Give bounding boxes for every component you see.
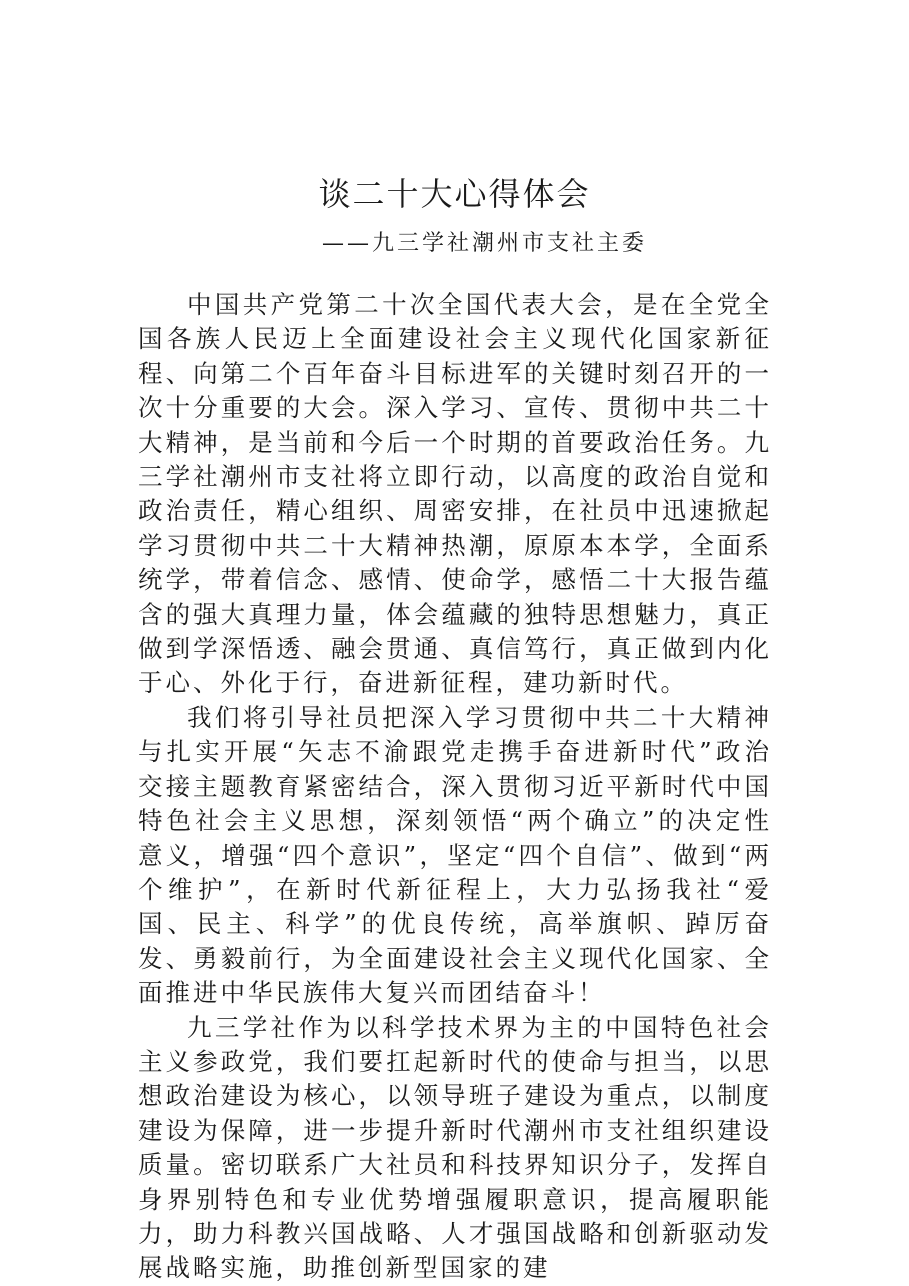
paragraph-2: 我们将引导社员把深入学习贯彻中共二十大精神与扎实开展“矢志不渝跟党走携手奋进新时代”政治交接主题教育紧密结合，深入贯彻习近平新时代中国特色社会主义思想，深刻领悟“两个确立”的决定性意义，增强“四个意识”，坚定“四个自信”、做到“两个维护”，在新时代新征程上，大力弘扬我社“爱国、民主、科学”的优良传统，高举旗帜、踔厉奋发、勇毅前行，为全面建设社会主义现代化国家、全面推进中华民族伟大复兴而团结奋斗！: [138, 702, 772, 1008]
paragraph-1: 中国共产党第二十次全国代表大会，是在全党全国各族人民迈上全面建设社会主义现代化国家新征程、向第二个百年奋斗目标进军的关键时刻召开的一次十分重要的大会。深入学习、宣传、贯彻中共二十大精神，是当前和今后一个时期的首要政治任务。九三学社潮州市支社将立即行动，以高度的政治自觉和政治责任，精心组织、周密安排，在社员中迅速掀起学习贯彻中共二十大精神热潮，原原本本学，全面系统学，带着信念、感情、使命学，感悟二十大报告蕴含的强大真理力量，体会蕴藏的独特思想魅力，真正做到学深悟透、融会贯通、真信笃行，真正做到内化于心、外化于行，奋进新征程，建功新时代。: [138, 290, 772, 698]
document-title: 谈二十大心得体会: [318, 175, 591, 213]
document-subtitle: ——九三学社潮州市支社主委: [321, 231, 647, 256]
document-body: [138, 288, 772, 1286]
paragraph-3: 九三学社作为以科学技术界为主的中国特色社会主义参政党，我们要扛起新时代的使命与担当，以思想政治建设为核心，以领导班子建设为重点，以制度建设为保障，进一步提升新时代潮州市支社组织建设质量。密切联系广大社员和科技界知识分子，发挥自身界别特色和专业优势增强履职意识，提高履职能力，助力科教兴国战略、人才强国战略和创新驱动发展战略实施，助推创新型国家的建: [138, 1012, 772, 1283]
